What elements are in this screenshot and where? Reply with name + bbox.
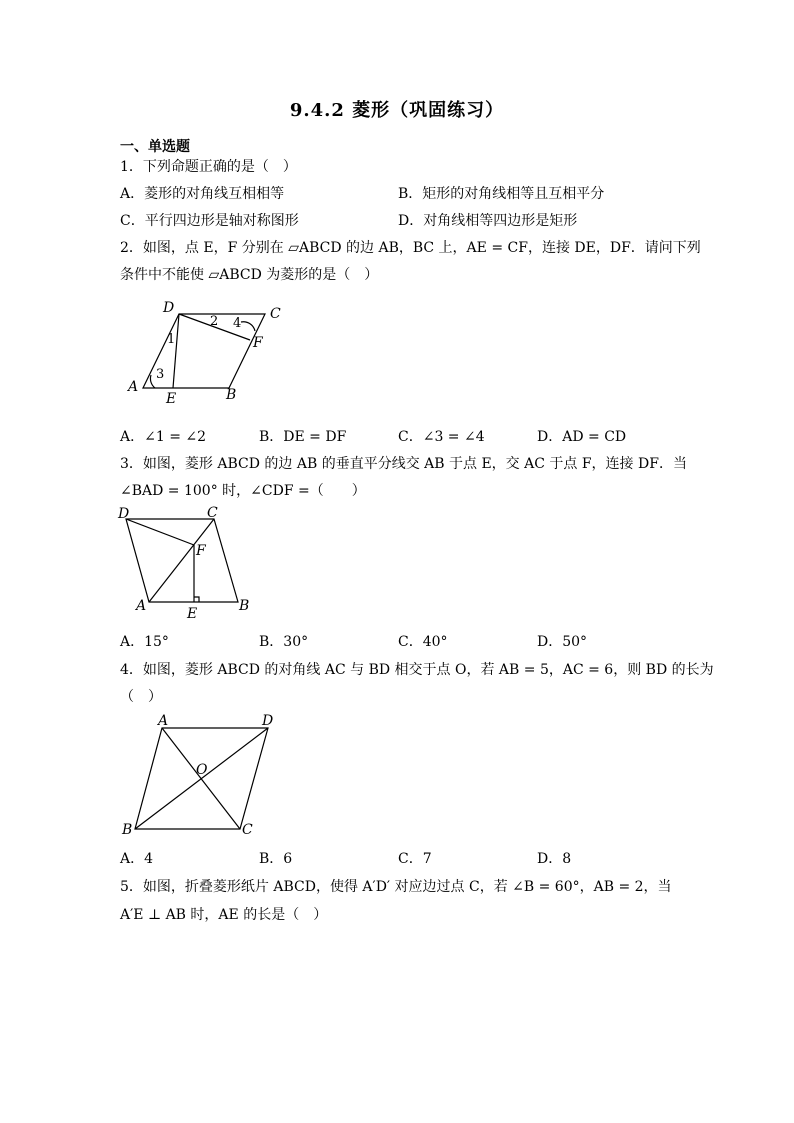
q3-label-d: D bbox=[118, 506, 130, 522]
q2-stem-line2: 条件中不能使 ▱ABCD 为菱形的是（ ） bbox=[120, 267, 379, 283]
q3-figure bbox=[114, 502, 264, 622]
q3-label-f: F bbox=[196, 543, 206, 559]
q2-angle-mark-4 bbox=[241, 322, 255, 331]
q3-stem-line1: 3．如图，菱形 ABCD 的边 AB 的垂直平分线交 AB 于点 E，交 AC 于点 F，连接 DF．当 bbox=[120, 456, 687, 472]
q2-option-c: C．∠3 = ∠4 bbox=[398, 429, 485, 445]
q2-label-f: F bbox=[253, 335, 263, 351]
q3-label-a: A bbox=[136, 598, 147, 614]
q3-right-angle-mark bbox=[194, 597, 199, 602]
q1-stem: 1．下列命题正确的是（ ） bbox=[120, 159, 297, 175]
q3-option-b: B．30° bbox=[259, 634, 309, 650]
q4-stem-line2: （ ） bbox=[120, 689, 162, 705]
q4-option-a: A．4 bbox=[120, 851, 154, 867]
q4-option-c: C．7 bbox=[398, 851, 432, 867]
q2-angle-mark-3 bbox=[150, 375, 155, 388]
q3-stem-line2: ∠BAD = 100° 时，∠CDF =（ ） bbox=[120, 483, 366, 499]
q3-option-d: D．50° bbox=[537, 634, 588, 650]
q2-angle-label-1: 1 bbox=[167, 332, 176, 347]
q4-figure bbox=[118, 710, 288, 840]
q4-stem-line1: 4．如图，菱形 ABCD 的对角线 AC 与 BD 相交于点 O，若 AB = 5，AC = 6，则 BD 的长为 bbox=[120, 662, 714, 678]
q2-label-a: A bbox=[128, 379, 139, 395]
q4-option-d: D．8 bbox=[537, 851, 572, 867]
q4-diagonal-bd bbox=[135, 728, 268, 829]
q2-label-d: D bbox=[163, 300, 175, 316]
q4-label-a: A bbox=[158, 713, 169, 729]
q3-option-a: A．15° bbox=[120, 634, 169, 650]
q2-label-e: E bbox=[166, 391, 177, 406]
q4-label-b: B bbox=[122, 822, 133, 838]
section-heading: 一、单选题 bbox=[120, 139, 190, 155]
q4-label-o: O bbox=[196, 762, 208, 778]
q3-label-e: E bbox=[187, 606, 198, 622]
q2-option-a: A．∠1 = ∠2 bbox=[120, 429, 207, 445]
q5-stem-line2: A′E ⊥ AB 时，AE 的长是（ ） bbox=[120, 907, 328, 923]
q1-option-d: D．对角线相等四边形是矩形 bbox=[398, 213, 578, 229]
page-title: 9.4.2 菱形（巩固练习） bbox=[289, 100, 505, 121]
q2-figure bbox=[120, 296, 290, 406]
q2-option-b: B．DE = DF bbox=[259, 429, 347, 445]
q1-option-a: A．菱形的对角线互相相等 bbox=[120, 186, 285, 202]
q2-angle-label-2: 2 bbox=[210, 314, 219, 329]
q2-stem-line1: 2．如图，点 E，F 分别在 ▱ABCD 的边 AB，BC 上，AE = CF，连接 DE，DF．请问下列 bbox=[120, 240, 701, 256]
q3-option-c: C．40° bbox=[398, 634, 448, 650]
q1-option-c: C．平行四边形是轴对称图形 bbox=[120, 213, 299, 229]
q2-angle-label-4: 4 bbox=[233, 316, 242, 331]
q2-angle-label-3: 3 bbox=[156, 367, 165, 382]
q3-label-b: B bbox=[239, 598, 250, 614]
q2-label-c: C bbox=[270, 306, 281, 322]
q5-stem-line1: 5．如图，折叠菱形纸片 ABCD，使得 A′D′ 对应边过点 C，若 ∠B = 60°，AB = 2，当 bbox=[120, 879, 672, 895]
q4-label-d: D bbox=[262, 713, 274, 729]
q1-option-b: B．矩形的对角线相等且互相平分 bbox=[398, 186, 605, 202]
q4-option-b: B．6 bbox=[259, 851, 293, 867]
q3-label-c: C bbox=[207, 505, 218, 521]
q2-option-d: D．AD = CD bbox=[537, 429, 627, 445]
q2-label-b: B bbox=[226, 387, 237, 403]
q3-segment-df bbox=[126, 519, 194, 545]
q4-label-c: C bbox=[242, 822, 253, 838]
